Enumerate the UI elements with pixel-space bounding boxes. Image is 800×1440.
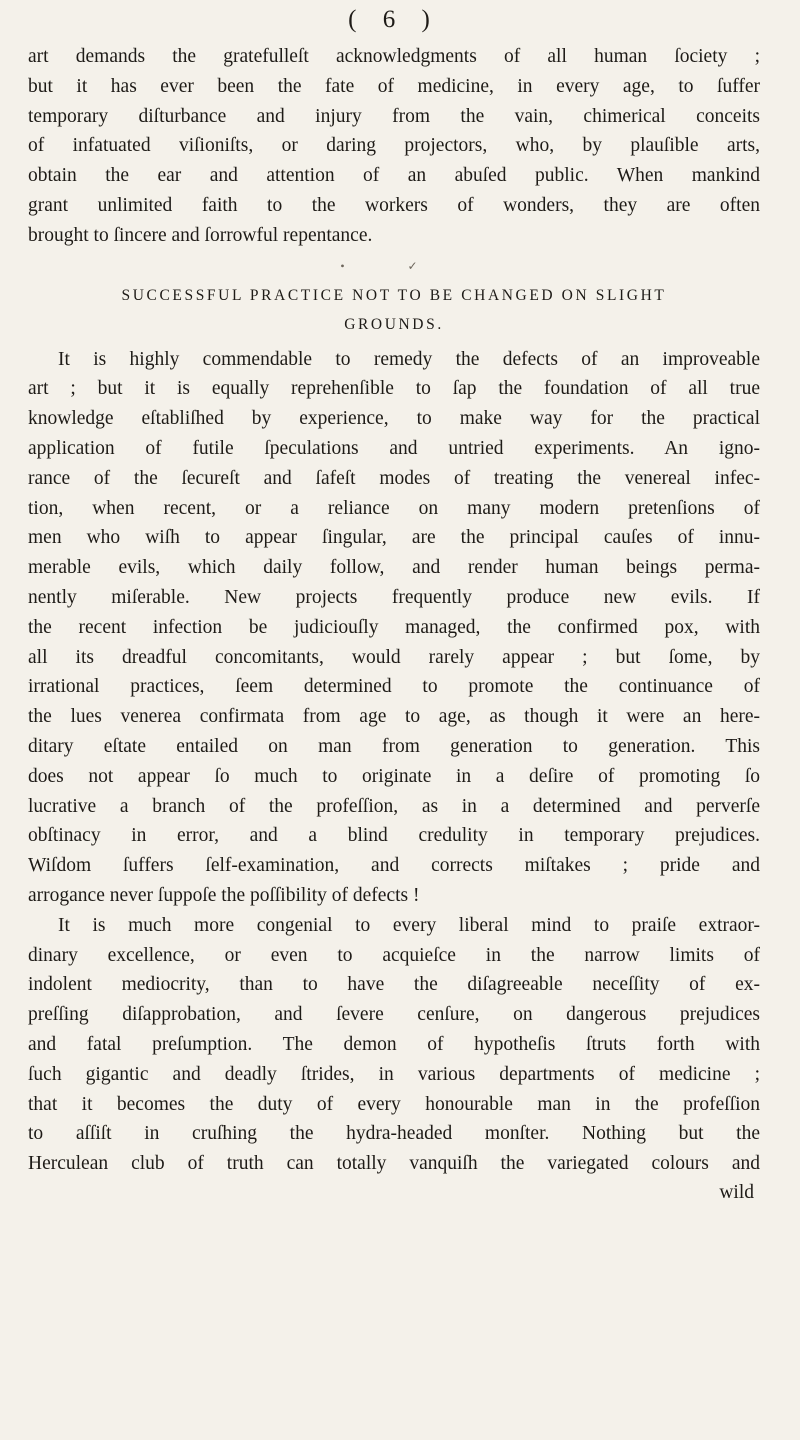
text-line: It is much more congenial to every liberal mind to praiſe extraor- bbox=[58, 914, 760, 936]
text-line: dinary excellence, or even to acquieſce in the narrow limits of bbox=[28, 944, 760, 966]
text-line: nently miſerable. New projects frequently produce new evils. If bbox=[28, 586, 760, 608]
text-line: to aſſiſt in cruſhing the hydra-headed monſter. Nothing but the bbox=[28, 1123, 760, 1145]
text-line: Herculean club of truth can totally vanquiſh the variegated colours and bbox=[28, 1153, 760, 1175]
text-line: that it becomes the duty of every honourable man in the profeſſion bbox=[28, 1093, 760, 1115]
text-line: knowledge eſtabliſhed by experience, to make way for the practical bbox=[28, 408, 760, 430]
text-line: obtain the ear and attention of an abuſed public. When mankind bbox=[28, 165, 760, 187]
text-line: indolent mediocrity, than to have the diſagreeable neceſſity of ex- bbox=[28, 974, 760, 996]
section-heading-line-1: SUCCESSFUL PRACTICE NOT TO BE CHANGED ON SLIGHT bbox=[121, 286, 667, 304]
text-line: does not appear ſo much to originate in a deſire of promoting ſo bbox=[28, 765, 760, 787]
text-line: obſtinacy in error, and a blind credulity in temporary prejudices. bbox=[28, 825, 760, 847]
text-line: of infatuated viſioniſts, or daring projectors, who, by plauſible arts, bbox=[28, 135, 760, 157]
section-heading-line-2: GROUNDS. bbox=[344, 315, 444, 333]
text-line: irrational practices, ſeem determined to promote the continuance of bbox=[28, 676, 760, 698]
text-line: tion, when recent, or a reliance on many modern pretenſions of bbox=[28, 497, 760, 519]
page-number: ( 6 ) bbox=[348, 6, 440, 33]
text-line: arrogance never ſuppoſe the poſſibility of defects ! bbox=[28, 884, 420, 906]
catchword: wild bbox=[719, 1181, 754, 1203]
text-line: ditary eſtate entailed on man from generation to generation. This bbox=[28, 735, 760, 757]
text-line: all its dreadful concomitants, would rarely appear ; but ſome, by bbox=[28, 646, 760, 668]
section-heading bbox=[28, 281, 760, 339]
text-line: application of futile ſpeculations and untried experiments. An igno- bbox=[28, 437, 760, 459]
paragraph-3 bbox=[28, 911, 760, 1179]
text-line: but it has ever been the fate of medicine, in every age, to ſuffer bbox=[28, 75, 760, 97]
text-line: lucrative a branch of the profeſſion, as in a determined and perverſe bbox=[28, 795, 760, 817]
text-line: rance of the ſecureſt and ſafeſt modes of treating the venereal infec- bbox=[28, 467, 760, 489]
text-line: the lues venerea confirmata from age to age, as though it were an here- bbox=[28, 706, 760, 728]
text-line: art ; but it is equally reprehenſible to ſap the foundation of all true bbox=[28, 378, 760, 400]
paragraph-2 bbox=[28, 345, 760, 911]
text-line: and fatal preſumption. The demon of hypotheſis ſtruts forth with bbox=[28, 1033, 760, 1055]
text-line: the recent infection be judiciouſly managed, the confirmed pox, with bbox=[28, 616, 760, 638]
text-line: men who wiſh to appear ſingular, are the principal cauſes of innu- bbox=[28, 527, 760, 549]
text-line: preſſing diſapprobation, and ſevere cenſure, on dangerous prejudices bbox=[28, 1004, 760, 1026]
text-line: temporary diſturbance and injury from the vain, chimerical conceits bbox=[28, 105, 760, 127]
paragraph-1 bbox=[28, 42, 760, 251]
text-line: brought to ſincere and ſorrowful repentance. bbox=[28, 224, 373, 246]
text-line: ſuch gigantic and deadly ſtrides, in various departments of medicine ; bbox=[28, 1063, 760, 1085]
text-line: grant unlimited faith to the workers of wonders, they are often bbox=[28, 194, 760, 216]
text-line: merable evils, which daily follow, and render human beings perma- bbox=[28, 557, 760, 579]
text-line: art demands the gratefulleſt acknowledgments of all human ſociety ; bbox=[28, 46, 760, 67]
text-line: Wiſdom ſuffers ſelf-examination, and corrects miſtakes ; pride and bbox=[28, 855, 760, 877]
ornament-mark: • ✓ bbox=[340, 258, 448, 273]
text-line: It is highly commendable to remedy the defects of an improveable bbox=[58, 348, 760, 370]
